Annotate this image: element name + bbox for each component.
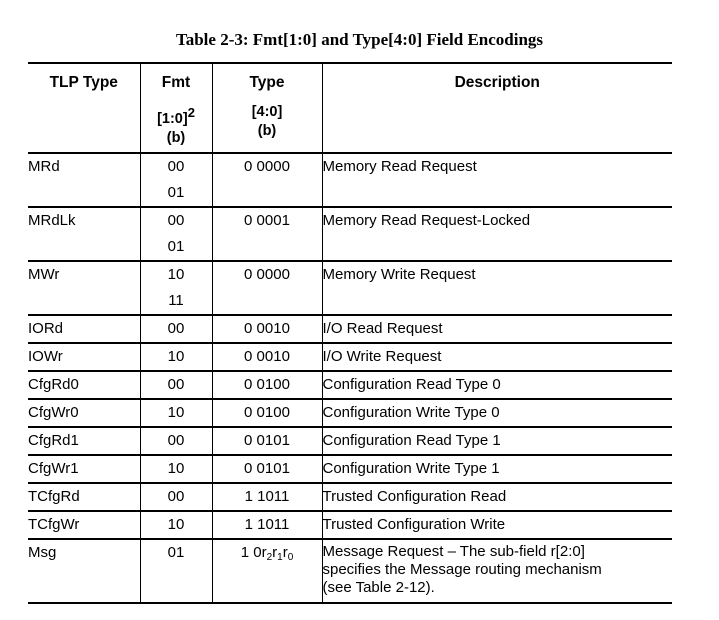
cell-tlp-type: MWr [28, 261, 140, 315]
field-encodings-table [28, 62, 672, 604]
cell-description: Configuration Write Type 1 [322, 455, 672, 483]
table-row [28, 483, 672, 511]
cell-description: Memory Write Request [322, 261, 672, 315]
cell-tlp-type: IORd [28, 315, 140, 343]
table-row [28, 427, 672, 455]
cell-type: 0 0001 [212, 207, 322, 261]
cell-type: 0 0101 [212, 427, 322, 455]
table-row [28, 315, 672, 343]
cell-tlp-type: CfgWr1 [28, 455, 140, 483]
cell-fmt: 00 [140, 483, 212, 511]
table-body [28, 153, 672, 539]
cell-description: I/O Write Request [322, 343, 672, 371]
table-row [28, 207, 672, 261]
cell-description: Trusted Configuration Write [322, 511, 672, 539]
table-row [28, 343, 672, 371]
cell-description: Memory Read Request [322, 153, 672, 207]
cell-type: 0 0000 [212, 261, 322, 315]
cell-fmt: 00 [140, 371, 212, 399]
table-row [28, 261, 672, 315]
cell-fmt: 10 11 [140, 261, 212, 315]
cell-description: Trusted Configuration Read [322, 483, 672, 511]
header-description: Description [322, 63, 672, 153]
table-row [28, 399, 672, 427]
cell-fmt: 00 01 [140, 207, 212, 261]
table-header-row [28, 63, 672, 153]
table-row [28, 153, 672, 207]
cell-tlp-type: CfgWr0 [28, 399, 140, 427]
table-row [28, 371, 672, 399]
table-caption: Table 2-3: Fmt[1:0] and Type[4:0] Field Encodings [175, 30, 544, 49]
header-type: Type [4:0] (b) [212, 63, 322, 153]
cell-type: 0 0000 [212, 153, 322, 207]
cell-fmt: 10 [140, 455, 212, 483]
cell-type: 0 0010 [212, 315, 322, 343]
cell-tlp-type: MRdLk [28, 207, 140, 261]
cell-fmt: 01 [140, 539, 212, 603]
table-row [28, 455, 672, 483]
cell-type: 1 $0r_2r_1r_0$ [212, 539, 322, 603]
cell-fmt: 10 [140, 343, 212, 371]
cell-type: 1 1011 [212, 483, 322, 511]
table-row [28, 539, 672, 603]
cell-type: 0 0100 [212, 399, 322, 427]
cell-tlp-type: TCfgWr [28, 511, 140, 539]
cell-description: Configuration Read Type 0 [322, 371, 672, 399]
cell-description: Message Request – The sub-field r[2:0] specifies the Message routing mechanism (see Table 2-12). [322, 539, 672, 603]
cell-type: 0 0100 [212, 371, 322, 399]
table-row [28, 511, 672, 539]
cell-type: 0 0101 [212, 455, 322, 483]
cell-description: Configuration Write Type 0 [322, 399, 672, 427]
cell-tlp-type: MRd [28, 153, 140, 207]
cell-fmt: 00 01 [140, 153, 212, 207]
cell-description: I/O Read Request [322, 315, 672, 343]
header-fmt: Fmt [1:0]$^2$ (b) [140, 63, 212, 153]
cell-fmt: 00 [140, 427, 212, 455]
cell-fmt: 10 [140, 399, 212, 427]
cell-tlp-type: CfgRd1 [28, 427, 140, 455]
cell-tlp-type: CfgRd0 [28, 371, 140, 399]
cell-tlp-type: IOWr [28, 343, 140, 371]
cell-fmt: 10 [140, 511, 212, 539]
cell-description: Configuration Read Type 1 [322, 427, 672, 455]
cell-fmt: 00 [140, 315, 212, 343]
header-tlp-type: TLP Type [28, 63, 140, 153]
cell-type: 1 1011 [212, 511, 322, 539]
cell-type: 0 0010 [212, 343, 322, 371]
cell-description: Memory Read Request-Locked [322, 207, 672, 261]
cell-tlp-type: Msg [28, 539, 140, 603]
cell-tlp-type: TCfgRd [28, 483, 140, 511]
